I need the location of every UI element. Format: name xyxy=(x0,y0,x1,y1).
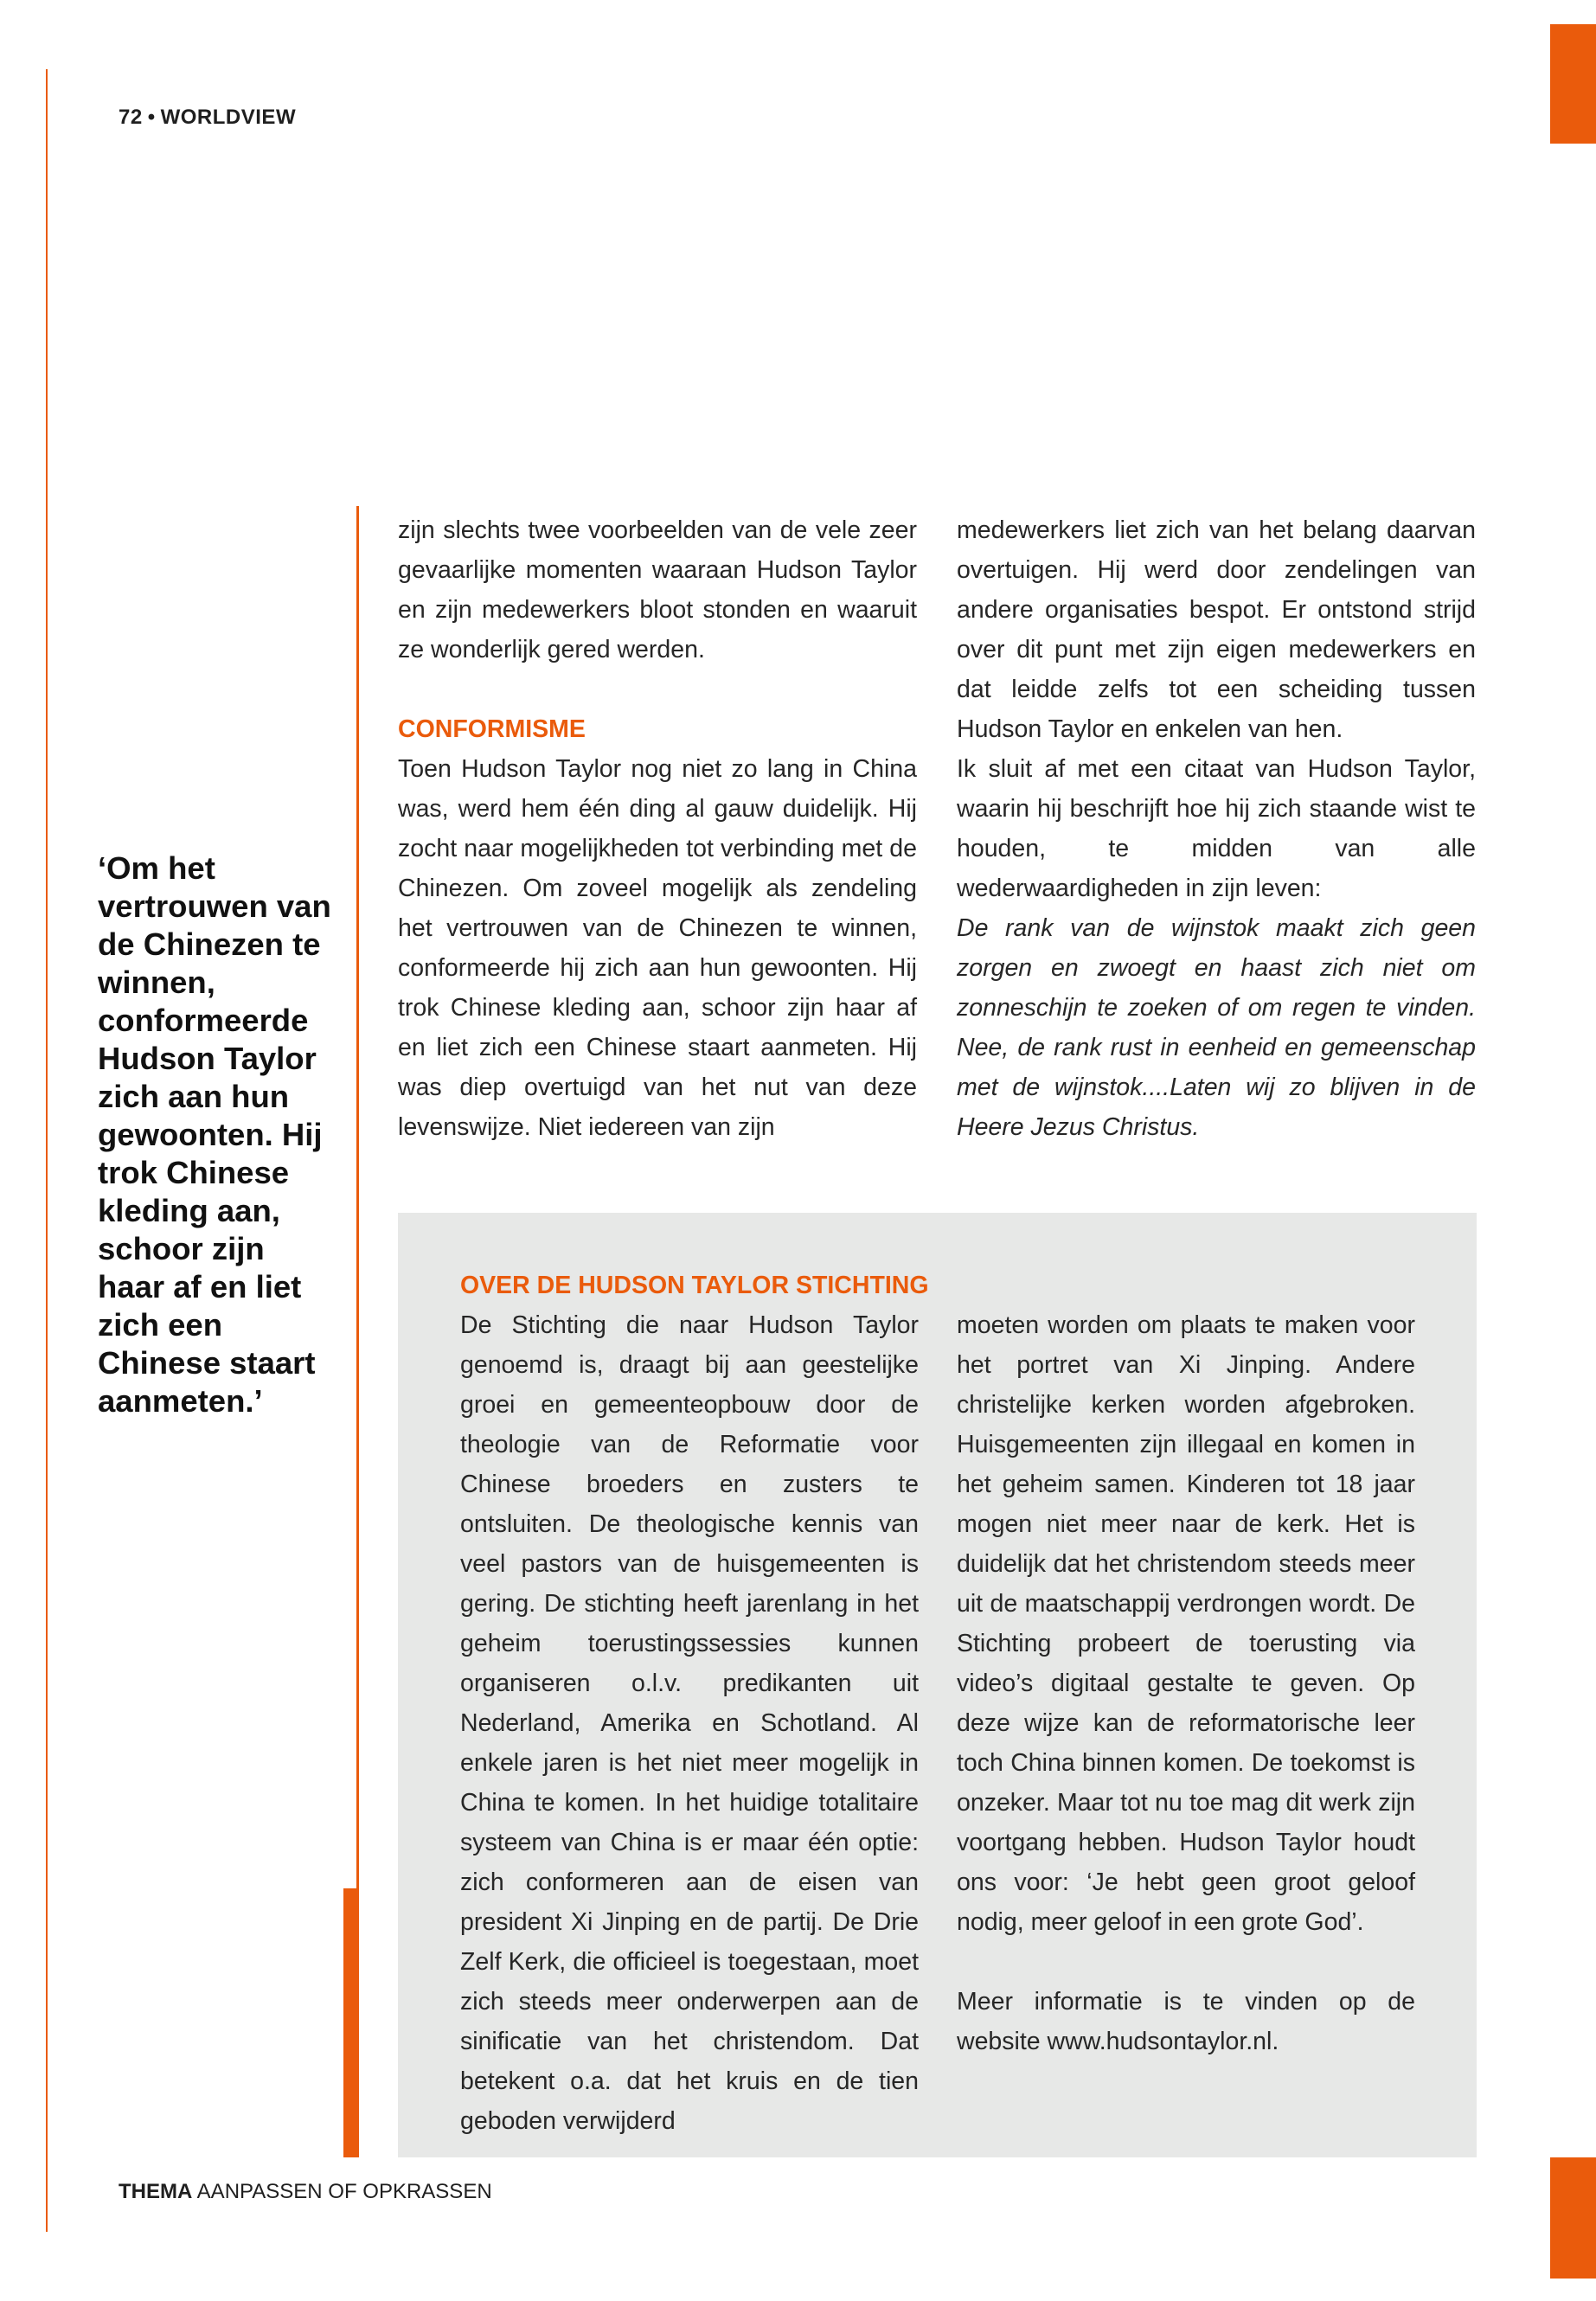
page-number: 72 xyxy=(119,106,143,129)
article-continued: medewerkers liet zich van het belang daarvan overtuigen. Hij werd door zendelingen van andere organisaties bespot. Er ontstond strijd over dit punt met zijn eigen medewerkers en dat leidde zelfs tot een scheiding tussen Hudson Taylor en enkelen van hen. xyxy=(957,516,1476,743)
column-rule xyxy=(356,506,359,1897)
article-closing: Ik sluit af met een citaat van Hudson Taylor, waarin hij beschrijft hoe hij zich staande wist te houden, te midden van alle wederwaardigheden in zijn leven: xyxy=(957,755,1476,902)
running-footer xyxy=(119,2180,492,2204)
article-column-1 xyxy=(398,510,917,1147)
pull-quote: ‘Om het vertrouwen van de Chinezen te winnen, conformeerde Hudson Taylor zich aan hun gewoonten. Hij trok Chinese kleding aan, schoor zijn haar af en liet zich een Chinese staart aanmeten.’ xyxy=(98,850,331,1419)
footer-theme-title: AANPASSEN OF OPKRASSEN xyxy=(196,2180,492,2203)
info-box-column-2 xyxy=(957,1305,1415,2061)
section-label: WORLDVIEW xyxy=(160,106,297,129)
article-intro: zijn slechts twee voorbeelden van de vele zeer gevaarlijke momenten waaraan Hudson Taylor en zijn medewerkers bloot stonden en waaruit ze wonderlijk gered werden. xyxy=(398,516,917,663)
footer-theme-label: THEMA xyxy=(119,2180,193,2203)
column-rule-accent xyxy=(343,1888,359,2157)
info-box-column-1 xyxy=(460,1266,929,2141)
running-header xyxy=(119,106,296,130)
info-box-text-2: moeten worden om plaats te maken voor het portret van Xi Jinping. Andere christelijke kerken worden afgebroken. Huisgemeenten zijn illegaal en komen in het geheim samen. Kinderen tot 18 jaar mogen niet meer naar de kerk. Het is duidelijk dat het christendom steeds meer uit de maatschappij verdrongen wordt. De Stichting probeert de toerusting via video’s digitaal gestalte te geven. Op deze wijze kan de reformatorische leer toch China binnen komen. De toekomst is onzeker. Maar tot nu toe mag dit werk zijn voortgang hebben. Hudson Taylor houdt ons voor: ‘Je hebt geen groot geloof nodig, meer geloof in een grote God’. xyxy=(957,1311,1415,1936)
section-heading: CONFORMISME xyxy=(398,715,586,743)
header-separator: • xyxy=(147,106,156,129)
info-box-more-info: Meer informatie is te vinden op de website www.hudsontaylor.nl. xyxy=(957,1988,1415,2055)
article-column-2 xyxy=(957,510,1476,1147)
info-box-text-1: De Stichting die naar Hudson Taylor genoemd is, draagt bij aan geestelijke groei en gemeenteopbouw door de theologie van de Reformatie voor Chinese broeders en zusters te ontsluiten. De theologische kennis van veel pastors van de huisgemeenten is gering. De stichting heeft jarenlang in het geheim toerustingssessies kunnen organiseren o.l.v. predikanten uit Nederland, Amerika en Schotland. Al enkele jaren is het niet meer mogelijk in China te komen. In het huidige totalitaire systeem van China is er maar één optie: zich conformeren aan de eisen van president Xi Jinping en de partij. De Drie Zelf Kerk, die officieel is toegestaan, moet zich steeds meer onderwerpen aan de sinificatie van het christendom. Dat betekent o.a. dat het kruis en de tien geboden verwijderd xyxy=(460,1311,919,2135)
info-box-heading: OVER DE HUDSON TAYLOR STICHTING xyxy=(460,1272,929,1299)
article-citation: De rank van de wijnstok maakt zich geen zorgen en zwoegt en haast zich niet om zonneschijn te zoeken of om regen te vinden. Nee, de rank rust in eenheid en gemeenschap met de wijnstok....Laten wij zo blijven in de Heere Jezus Christus. xyxy=(957,914,1476,1141)
page-tab-top xyxy=(1550,24,1596,144)
section-body: Toen Hudson Taylor nog niet zo lang in China was, werd hem één ding al gauw duidelijk. Hij zocht naar mogelijkheden tot verbinding met de Chinezen. Om zoveel mogelijk als zendeling het vertrouwen van de Chinezen te winnen, conformeerde hij zich aan hun gewoonten. Hij trok Chinese kleding aan, schoor zijn haar af en liet zich een Chinese staart aanmeten. Hij was diep overtuigd van het nut van deze levenswijze. Niet iedereen van zijn xyxy=(398,755,917,1141)
left-margin-rule xyxy=(46,69,48,2232)
page-tab-bottom xyxy=(1550,2157,1596,2279)
